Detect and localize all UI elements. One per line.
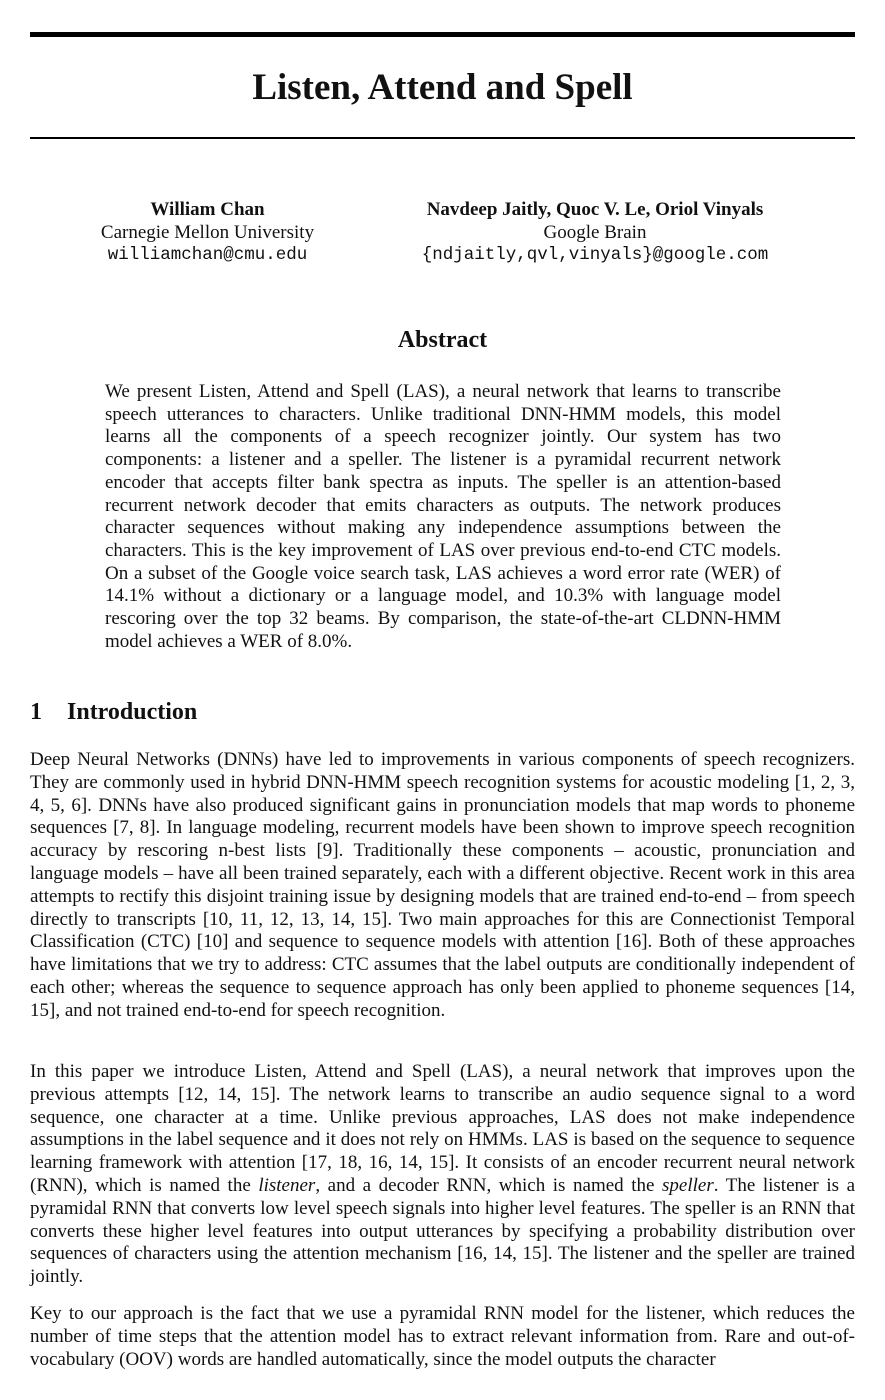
- paragraph-text: , and a decoder RNN, which is named the: [315, 1174, 663, 1196]
- author-name: Navdeep Jaitly, Quoc V. Le, Oriol Vinyals: [426, 199, 764, 220]
- author-block-2: [375, 198, 815, 267]
- paragraph-text: . The listener is a pyramidal RNN that converts low level speech signals into higher level features. The speller is an RNN that converts these higher level features into output utterances by specifying a probability distribution over sequences of characters using the attention mechanism [16, 14, 15]. The listener and the speller are trained jointly.: [30, 1174, 855, 1288]
- abstract-heading: Abstract: [397, 327, 488, 353]
- section-number: 1: [30, 699, 42, 725]
- author-block-1: [60, 198, 355, 267]
- paper-title: Listen, Attend and Spell: [252, 67, 633, 108]
- speller-term: speller: [662, 1174, 714, 1196]
- top-rule: [30, 32, 855, 37]
- title-rule: [30, 137, 855, 139]
- intro-paragraph-1: Deep Neural Networks (DNNs) have led to improvements in various components of speech recognizers. They are commonly used in hybrid DNN-HMM speech recognition systems for acoustic modeling [1, 2, 3, 4, 5, 6]. DNNs have also produced significant gains in pronunciation models that map words to phoneme sequences [7, 8]. In language modeling, recurrent models have been shown to improve speech recognition accuracy by rescoring n-best lists [9]. Traditionally these components – acoustic, pronunciation and language models – have all been trained separately, each with a different objective. Recent work in this area attempts to rectify this disjoint training issue by designing models that are trained end-to-end – from speech directly to transcripts [10, 11, 12, 13, 14, 15]. Two main approaches for this are Connectionist Temporal Classification (CTC) [10] and sequence to sequence models with attention [16]. Both of these approaches have limitations that we try to address: CTC assumes that the label outputs are conditionally independent of each other; whereas the sequence to sequence approach has only been applied to phoneme sequences [14, 15], and not trained end-to-end for speech recognition.: [30, 749, 855, 1021]
- section-heading: [30, 697, 197, 727]
- author-affiliation: Google Brain: [543, 222, 647, 243]
- abstract-text: We present Listen, Attend and Spell (LAS), a neural network that learns to transcribe speech utterances to characters. Unlike traditional DNN-HMM models, this model learns all the components of a speech recognizer jointly. Our system has two components: a listener and a speller. The listener is a pyramidal recurrent network encoder that accepts filter bank spectra as inputs. The speller is an attention-based recurrent network decoder that emits characters as outputs. The network produces character sequences without making any independence assumptions between the characters. This is the key improvement of LAS over previous end-to-end CTC models. On a subset of the Google voice search task, LAS achieves a word error rate (WER) of 14.1% without a dictionary or a language model, and 10.3% with language model rescoring over the top 32 beams. By comparison, the state-of-the-art CLDNN-HMM model achieves a WER of 8.0%.: [105, 381, 781, 652]
- section-title: Introduction: [67, 699, 198, 725]
- author-affiliation: Carnegie Mellon University: [100, 222, 315, 243]
- intro-paragraph-2: [30, 1061, 855, 1289]
- intro-paragraph-3: Key to our approach is the fact that we use a pyramidal RNN model for the listener, which reduces the number of time steps that the attention model has to extract relevant information from. Rare and out-of-vocabulary (OOV) words are handled automatically, since the model outputs the character: [30, 1303, 855, 1370]
- author-email: williamchan@cmu.edu: [107, 245, 308, 265]
- author-email: {ndjaitly,qvl,vinyals}@google.com: [421, 245, 769, 265]
- author-name: William Chan: [150, 199, 265, 220]
- listener-term: listener: [258, 1174, 316, 1196]
- paragraph-text: In this paper we introduce Listen, Attend and Spell (LAS), a neural network that improves upon the previous attempts [12, 14, 15]. The network learns to transcribe an audio sequence signal to a word sequence, one character at a time. Unlike previous approaches, LAS does not make independence assumptions in the label sequence and it does not rely on HMMs. LAS is based on the sequence to sequence learning framework with attention [17, 18, 16, 14, 15]. It consists of an encoder recurrent neural network (RNN), which is named the: [30, 1061, 855, 1196]
